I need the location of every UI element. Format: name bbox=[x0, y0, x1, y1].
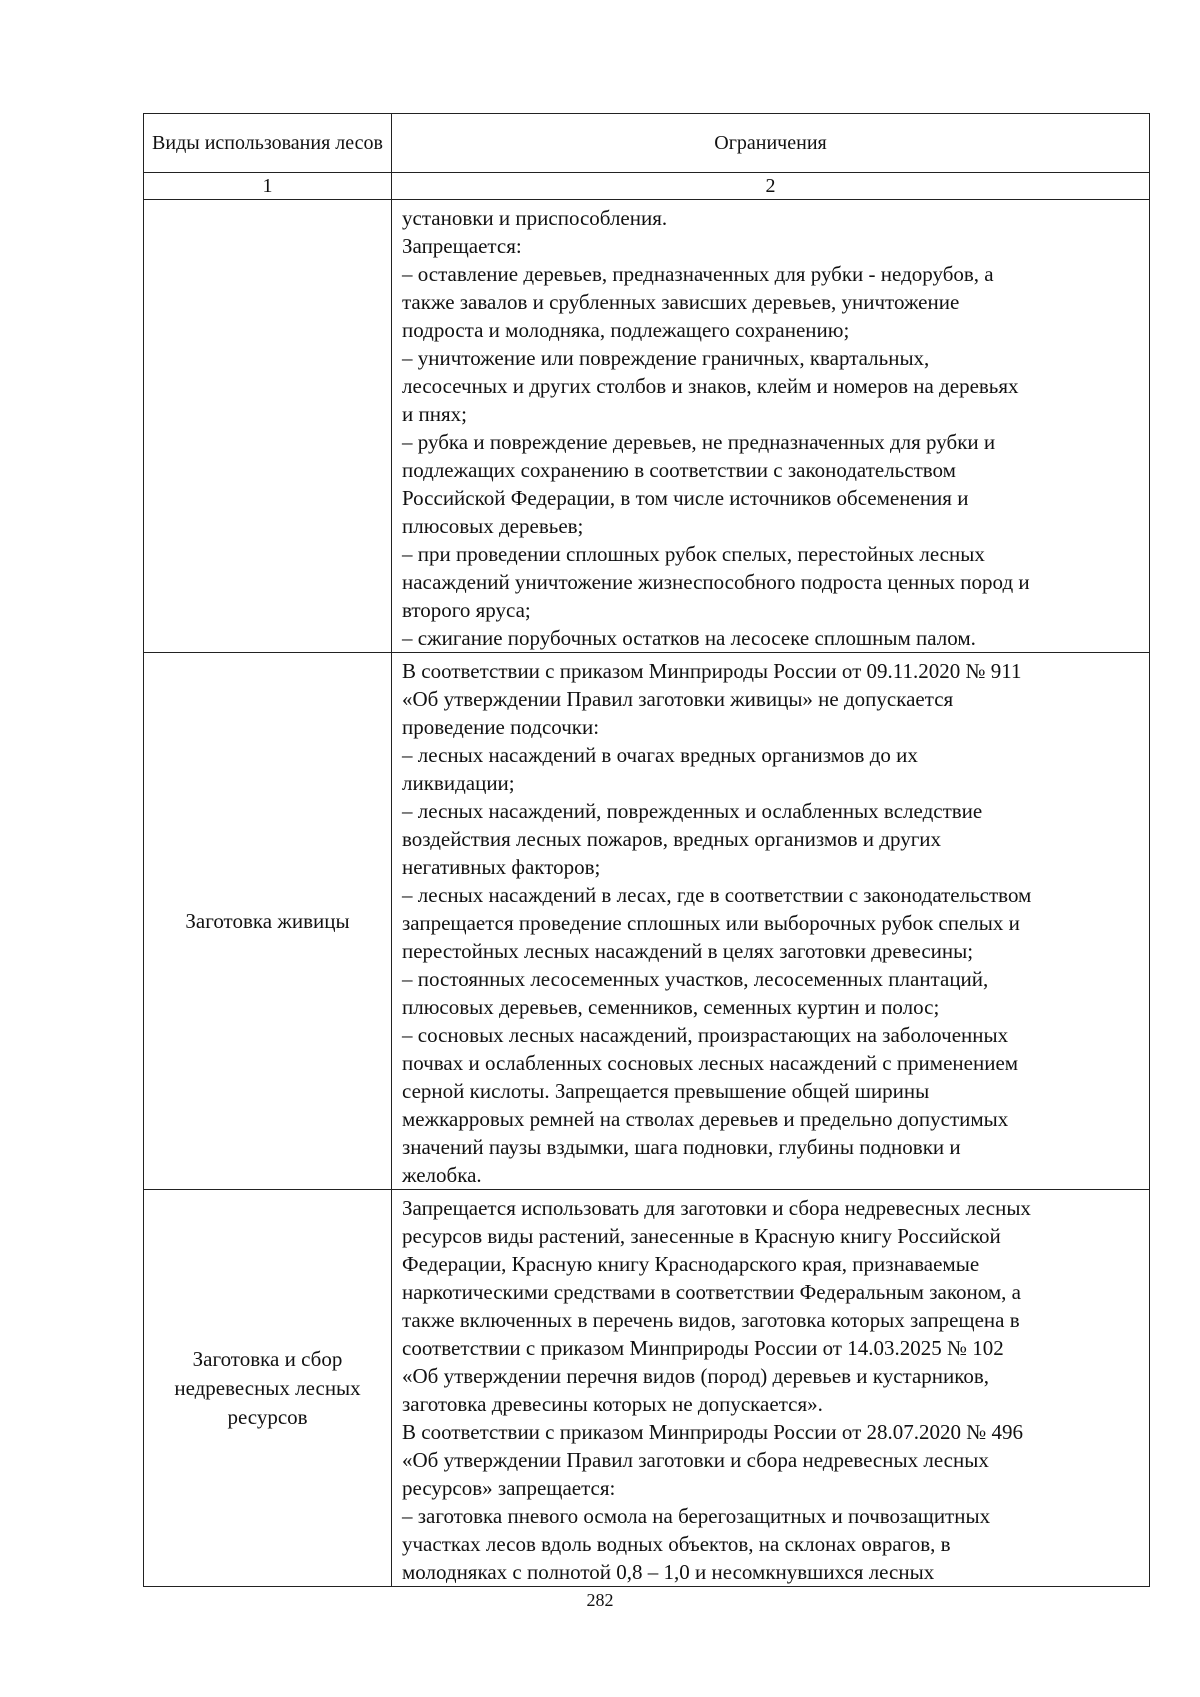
column-number-row bbox=[144, 173, 1150, 200]
restrictions-cell bbox=[392, 200, 1150, 653]
restriction-text-line: также включенных в перечень видов, заготовка которых запрещена в bbox=[402, 1308, 1020, 1332]
restriction-text-line: В соответствии с приказом Минприроды России от 28.07.2020 № 496 bbox=[402, 1420, 1024, 1444]
table-row bbox=[144, 1190, 1150, 1587]
restriction-text-line: – оставление деревьев, предназначенных для рубки - недорубов, а bbox=[402, 262, 994, 286]
restriction-text-line: подлежащих сохранению в соответствии с законодательством bbox=[402, 458, 956, 482]
restriction-text-line: перестойных лесных насаждений в целях заготовки древесины; bbox=[402, 939, 974, 963]
usage-type-cell: Заготовка и сбор недревесных лесных ресурсов bbox=[144, 1190, 392, 1587]
restriction-text-line: второго яруса; bbox=[402, 598, 531, 622]
restrictions-cell bbox=[392, 653, 1150, 1190]
restriction-text-line: запрещается проведение сплошных или выборочных рубок спелых и bbox=[402, 911, 1020, 935]
restriction-text-line: Запрещается использовать для заготовки и сбора недревесных лесных bbox=[402, 1196, 1031, 1220]
restriction-text-line: – заготовка пневого осмола на берегозащитных и почвозащитных bbox=[402, 1504, 991, 1528]
restriction-text-line: «Об утверждении Правил заготовки живицы» не допускается bbox=[402, 687, 954, 711]
restriction-text-line: подроста и молодняка, подлежащего сохранению; bbox=[402, 318, 850, 342]
restriction-text-line: Федерации, Красную книгу Краснодарского края, признаваемые bbox=[402, 1252, 980, 1276]
restriction-text-line: плюсовых деревьев, семенников, семенных куртин и полос; bbox=[402, 995, 940, 1019]
restriction-text-line: соответствии с приказом Минприроды России от 14.03.2025 № 102 bbox=[402, 1336, 1004, 1360]
table-row bbox=[144, 653, 1150, 1190]
restriction-text-line: «Об утверждении Правил заготовки и сбора недревесных лесных bbox=[402, 1448, 989, 1472]
restriction-text-line: – рубка и повреждение деревьев, не предназначенных для рубки и bbox=[402, 430, 996, 454]
page-number: 282 bbox=[586, 1590, 614, 1610]
restriction-text-line: установки и приспособления. bbox=[402, 206, 668, 230]
table-row bbox=[144, 200, 1150, 653]
restriction-text-line: наркотическими средствами в соответствии Федеральным законом, а bbox=[402, 1280, 1021, 1304]
restriction-text-line: ликвидации; bbox=[402, 771, 515, 795]
restriction-text-line: В соответствии с приказом Минприроды России от 09.11.2020 № 911 bbox=[402, 659, 1022, 683]
column-number-1: 1 bbox=[144, 173, 392, 200]
header-usage-types: Виды использования лесов bbox=[144, 114, 392, 173]
usage-type-cell bbox=[144, 200, 392, 653]
restriction-text-line: воздействия лесных пожаров, вредных организмов и других bbox=[402, 827, 942, 851]
restriction-text-line: участках лесов вдоль водных объектов, на склонах оврагов, в bbox=[402, 1532, 951, 1556]
restriction-text-line: ресурсов виды растений, занесенные в Красную книгу Российской bbox=[402, 1224, 1001, 1248]
restriction-text-line: – при проведении сплошных рубок спелых, перестойных лесных bbox=[402, 542, 985, 566]
restriction-text-line: желобка. bbox=[402, 1163, 482, 1187]
restrictions-cell bbox=[392, 1190, 1150, 1587]
restriction-text-line: межкарровых ремней на стволах деревьев и предельно допустимых bbox=[402, 1107, 1009, 1131]
restriction-text-line: Российской Федерации, в том числе источников обсеменения и bbox=[402, 486, 969, 510]
restriction-text-line: ресурсов» запрещается: bbox=[402, 1476, 616, 1500]
restriction-text-line: – лесных насаждений, поврежденных и ослабленных вследствие bbox=[402, 799, 983, 823]
restriction-text-line: лесосечных и других столбов и знаков, клейм и номеров на деревьях bbox=[402, 374, 1019, 398]
restriction-text-line: – постоянных лесосеменных участков, лесосеменных плантаций, bbox=[402, 967, 989, 991]
restrictions-table bbox=[143, 113, 1150, 1587]
restriction-text-line: почвах и ослабленных сосновых лесных насаждений с применением bbox=[402, 1051, 1019, 1075]
restriction-text-line: заготовка древесины которых не допускается». bbox=[402, 1392, 823, 1416]
restriction-text-line: значений паузы вздымки, шага подновки, глубины подновки и bbox=[402, 1135, 961, 1159]
restriction-text-line: серной кислоты. Запрещается превышение общей ширины bbox=[402, 1079, 930, 1103]
table-header-row bbox=[144, 114, 1150, 173]
restriction-text-line: – уничтожение или повреждение граничных, квартальных, bbox=[402, 346, 930, 370]
restriction-text-line: – сжигание порубочных остатков на лесосеке сплошным палом. bbox=[402, 626, 976, 650]
restriction-text-line: Запрещается: bbox=[402, 234, 522, 258]
restriction-text-line: насаждений уничтожение жизнеспособного подроста ценных пород и bbox=[402, 570, 1030, 594]
restriction-text-line: негативных факторов; bbox=[402, 855, 601, 879]
restriction-text-line: проведение подсочки: bbox=[402, 715, 600, 739]
restriction-text-line: также завалов и срубленных зависших деревьев, уничтожение bbox=[402, 290, 960, 314]
restriction-text-line: – лесных насаждений в очагах вредных организмов до их bbox=[402, 743, 918, 767]
restriction-text-line: молодняках с полнотой 0,8 – 1,0 и несомкнувшихся лесных bbox=[402, 1560, 935, 1584]
restriction-text-line: и пнях; bbox=[402, 402, 467, 426]
column-number-2: 2 bbox=[392, 173, 1150, 200]
restriction-text-line: плюсовых деревьев; bbox=[402, 514, 584, 538]
usage-type-cell: Заготовка живицы bbox=[144, 653, 392, 1190]
restriction-text-line: – лесных насаждений в лесах, где в соответствии с законодательством bbox=[402, 883, 1032, 907]
restriction-text-line: – сосновых лесных насаждений, произрастающих на заболоченных bbox=[402, 1023, 1009, 1047]
restriction-text-line: «Об утверждении перечня видов (пород) деревьев и кустарников, bbox=[402, 1364, 990, 1388]
header-restrictions: Ограничения bbox=[392, 114, 1150, 173]
